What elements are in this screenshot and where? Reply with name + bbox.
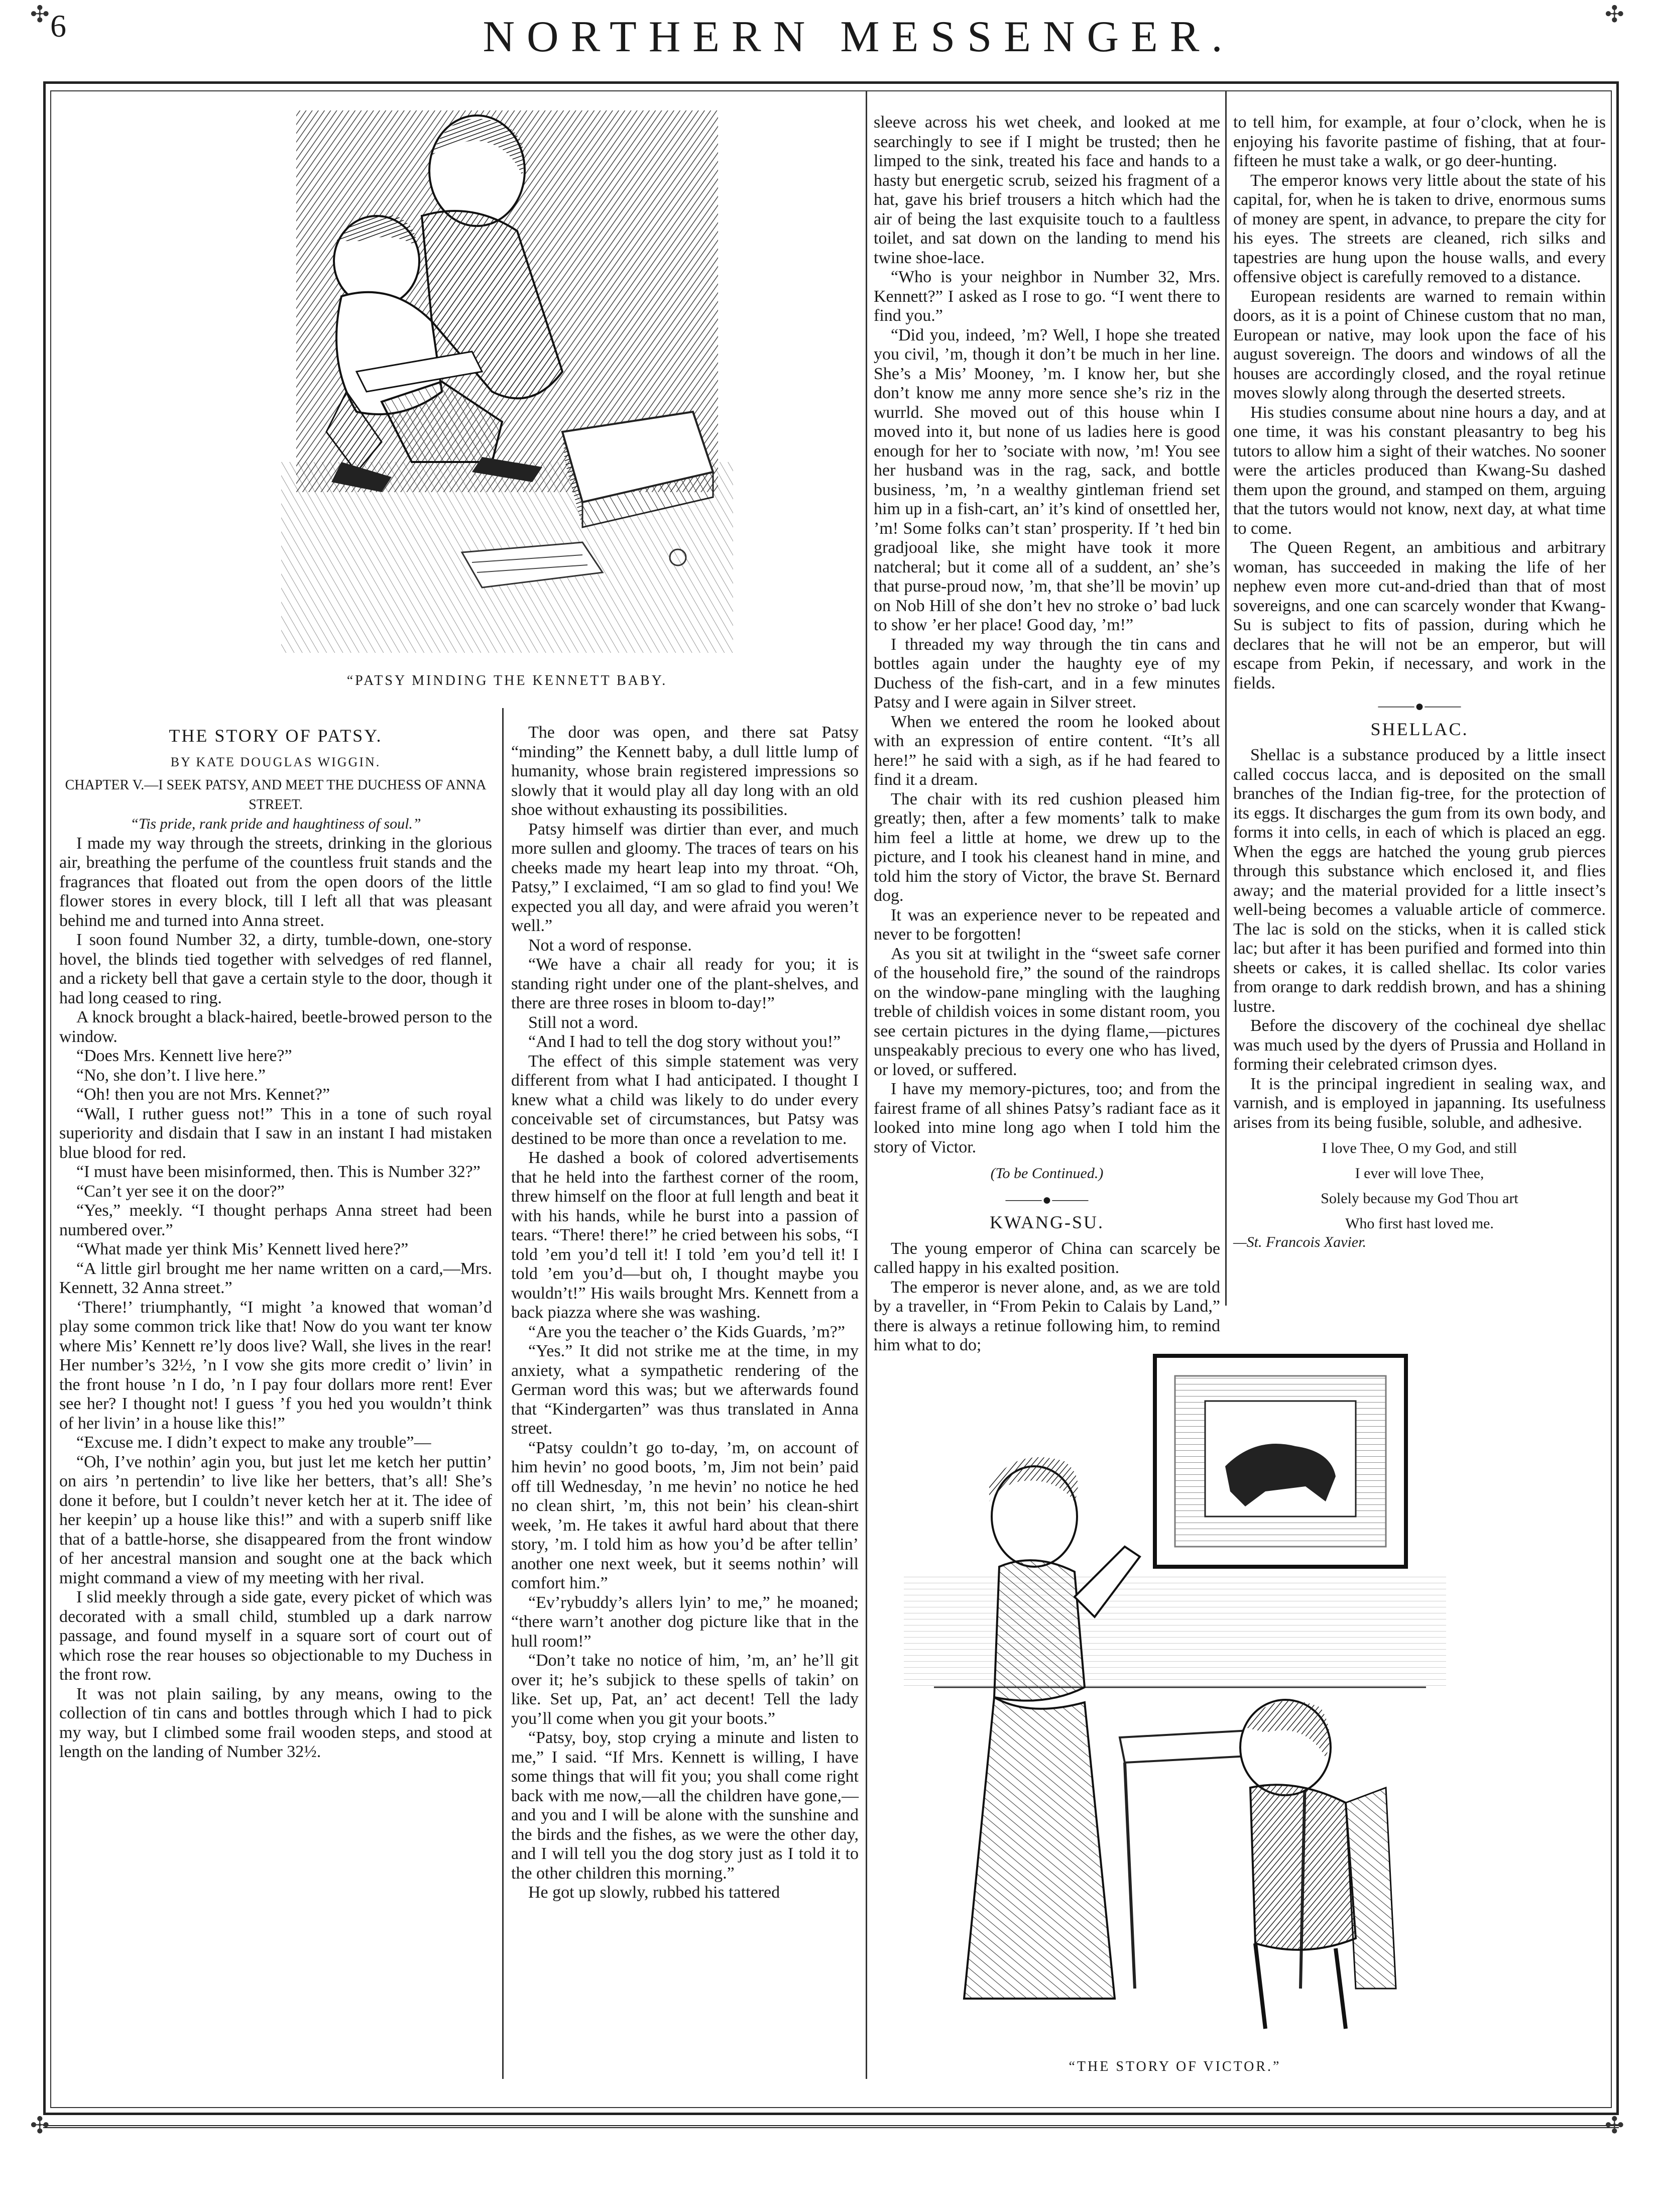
poem-line: Solely because my God Thou art [1321,1190,1518,1207]
paragraph: I slid meekly through a side gate, every picket of which was decorated with a small child, stumbled up a dark narrow passage, and found myself in a square sort of court out of which rose the rear houses so objectionable to my Duchess in the front row. [59,1588,492,1684]
paragraph: “Are you the teacher o’ the Kids Guards, ’m?” [528,1322,845,1341]
section-divider: ⸻●⸻ [1377,698,1462,715]
paragraph: “Patsy, boy, stop crying a minute and listen to me,” I said. “If Mrs. Kennett is willing, I have some things that will fit you; you shall come right back with me now,—all the children have gone,—and you and I will be alone with the sunshine and the birds and the fishes, as we were the other day, and I will tell you the dog story just as I told it to the other children this morning.” [511,1728,859,1883]
masthead: NORTHERN MESSENGER. [483,13,1235,61]
engraving-image [904,1336,1446,2049]
illustration-caption: “PATSY MINDING THE KENNETT BABY. [346,673,668,688]
poem-line: Who first hast loved me. [1345,1215,1494,1232]
paragraph: “Oh! then you are not Mrs. Kennet?” [76,1085,330,1104]
paragraph: “Excuse me. I didn’t expect to make any trouble”— [76,1433,431,1452]
column-rule [866,90,867,2079]
story-title: THE STORY OF PATSY. [169,726,383,746]
paragraph: The young emperor of China can scarcely be called happy in his exalted position. [874,1239,1220,1277]
article-body [1233,113,1606,693]
paragraph: The Queen Regent, an ambitious and arbitrary woman, has succeeded in making the life of her nephew even more cut-and-dried than that of most sovereigns, and one can scarcely wonder that Kwang-Su is subject to fits of passion, during which he declares that he will not be an emperor, but will escape from Pekin, if necessary, and work in the fields. [1233,538,1606,692]
paragraph: “Can’t yer see it on the door?” [76,1182,285,1201]
paragraph: It was not plain sailing, by any means, owing to the collection of tin cans and bottles through which I had to pick my way, but I climbed some frail wooden steps, and stood at length on the landing of Number 32½. [59,1684,492,1761]
article-body [1233,746,1606,1132]
poem-attribution: —St. Francois Xavier. [1233,1234,1366,1250]
paragraph: to tell him, for example, at four o’clock, when he is enjoying his favorite pastime of fishing, that at four-fifteen he must take a walk, or go deer-hunting. [1233,113,1606,170]
paragraph: “Yes,” meekly. “I thought perhaps Anna street had been numbered over.” [59,1201,492,1239]
paragraph: I made my way through the streets, drinking in the glorious air, breathing the perfume of the countless fruit stands and the fragrances that floated out from the open doors of the little flower stores in every block, till I left all that was pleasant behind me and turned into Anna street. [59,834,492,930]
paragraph: “We have a chair all ready for you; it is standing right under one of the plant-shelves, and there are three roses in bloom to-day!” [511,955,859,1012]
paragraph: “Yes.” It did not strike me at the time, in my anxiety, what a sympathetic rendering of the German word this was; but we afterwards found that “Kindergarten” was thus translated in Anna street. [511,1342,859,1438]
paragraph: The effect of this simple statement was very different from what I had anticipated. I thought I knew what a child was likely to do under every conceivable set of circumstances, but Patsy was destined to be more than once a revelation to me. [511,1052,859,1148]
paragraph: “And I had to tell the dog story without you!” [528,1032,841,1051]
paragraph: “Who is your neighbor in Number 32, Mrs. Kennett?” I asked as I rose to go. “I went there to find you.” [874,268,1220,325]
engraving-image [281,110,733,653]
paragraph: “What made yer think Mis’ Kennett lived here?” [76,1240,409,1258]
paragraph: “No, she don’t. I live here.” [76,1066,266,1085]
paragraph: It is the principal ingredient in sealing wax, and varnish, and is employed in japanning. Its usefulness arises from its being fusible, soluble, and adhesive. [1233,1074,1606,1132]
paragraph: He dashed a book of colored advertisements that he held into the farthest corner of the room, threw himself on the floor at full length and beat it with his hands, while he burst into a passion of tears. “There! there!” he cried between his sobs, “I told ’em you’d tell it! I told ’em you’d tell it! I told ’em you’d—but oh, I thought maybe you wouldn’t!” His wails brought Mrs. Kennett from a back piazza where she was washing. [511,1148,859,1322]
illustration-story-of-victor [904,1336,1446,2049]
paragraph: Before the discovery of the cochineal dye shellac was much used by the dyers of Prussia and Holland in forming their celebrated crimson dyes. [1233,1016,1606,1074]
story-column-1 [59,723,492,1762]
story-byline: BY KATE DOUGLAS WIGGIN. [170,754,381,769]
poem-line: I ever will love Thee, [1355,1165,1484,1182]
corner-ornament-icon: ✣ [1605,2,1624,27]
paragraph: Not a word of response. [528,936,692,955]
paragraph: The chair with its red cushion pleased him greatly; then, after a few moments’ talk to make him feel a little at home, we drew up to the picture, and I took his cleanest hand in mine, and told him the story of Victor, the brave St. Bernard dog. [874,789,1220,905]
article-column-4 [1233,113,1606,1252]
column-rule [502,708,504,2079]
story-body [59,834,492,1762]
illustration-patsy-minding-baby [281,110,733,653]
paragraph: The emperor is never alone, and, as we are told by a traveller, in “From Pekin to Calais by Land,” there is always a retinue following him, to remind him what to do; [874,1277,1220,1354]
article-title-shellac: SHELLAC. [1370,719,1469,739]
paragraph: The door was open, and there sat Patsy “minding” the Kennett baby, a dull little lump of humanity, whose brain registered impressions so slowly that it would play all day long with an old shoe without exhausting its possibilities. [511,723,859,819]
story-epigraph: “Tis pride, rank pride and haughtiness of soul.” [130,816,421,832]
paragraph: ‘There!’ triumphantly, “I might ’a knowed that woman’d play some common trick like that! Now do you want ter know where Mis’ Kennett re’ly doos live? Wall, she lives in the rear! Her number’s 32½, ’n I vow she gits more credit o’ livin’ in the front house ’n I do, ’n I pay four dollars more rent! Ever see her? I thought not! I guess ’f you hed you wouldn’t think of her livin’ in a house like this!” [59,1298,492,1433]
paragraph: “I must have been misinformed, then. This is Number 32?” [76,1162,481,1181]
paragraph: “Ev’rybuddy’s allers lyin’ to me,” he moaned; “there warn’t another dog picture like that in the hull room!” [511,1593,859,1651]
paragraph: He got up slowly, rubbed his tattered [528,1883,780,1902]
story-body [511,723,859,1903]
paragraph: “Wall, I ruther guess not!” This in a tone of such royal superiority and disdain that I saw in an instant I had mistaken blue blood for red. [59,1104,492,1162]
chapter-heading: CHAPTER V.—I SEEK PATSY, AND MEET THE DUCHESS OF ANNA STREET. [65,777,487,812]
page-number: 6 [50,8,66,44]
corner-ornament-icon: ✣ [30,2113,50,2138]
paragraph: “Oh, I’ve nothin’ agin you, but just let me ketch her puttin’ on airs ’n pertendin’ to live like her betters, that’s all! She’s done it before, but I couldn’t never ketch her at it. The idee of her keepin’ up a house like this!” and with a superb sniff like that of a battle-horse, she disappeared from the front window of her ancestral mansion and sought one at the back which might command a view of my meeting with her rival. [59,1452,492,1587]
corner-ornament-icon: ✣ [30,2,50,27]
article-title-kwang-su: KWANG-SU. [990,1212,1104,1232]
to-be-continued: (To be Continued.) [990,1165,1104,1182]
paragraph: Shellac is a substance produced by a little insect called coccus lacca, and is deposited on the small branches of the Indian fig-tree, for the protection of its eggs. It discharges the gum from its own body, and forms it into cells, in each of which is placed an egg. When the eggs are hatched the young grub pierces through this substance which enclosed it, and flies away; and the material provided for a little insect’s well-being becomes a valuable article of commerce. The lac is sold on the sticks, when it is called stick lac; but after it has been purified and formed into thin sheets or cakes, it is called shellac. Its color varies from orange to dark reddish brown, and has a shining lustre. [1233,746,1606,1016]
paragraph: European residents are warned to remain within doors, as it is a point of Chinese custom that no man, European or native, may look upon the face of his august sovereign. The doors and windows of all the houses are accordingly closed, and the royal retinue moves slowly along through the deserted streets. [1233,287,1606,402]
paragraph: “Does Mrs. Kennett live here?” [76,1046,292,1065]
paragraph: “Did you, indeed, ’m? Well, I hope she treated you civil, ’m, though it don’t be much in her line. She’s a Mis’ Mooney, ’m. I know her, but she don’t know me anny more sence she’s riz in the wurrld. She moved out of this house whin I moved into it, but none of us ladies here is good enough for her to ’sociate with now, ’m! You see her husband was in the rag, sack, and bottle business, ’m, ’n a wealthy gintleman friend set him up in a fish-cart, an’ it’s kind of onsettled her, ’m! Some folks can’t stan’ prosperity. If ’t hed bin gradjooal like, she might have took it more natcheral; but it come all of a suddent, an’ she’s that purse-proud now, ’m, that she’ll be movin’ up on Nob Hill of she don’t hev no stroke o’ bad luck to show ’er her place! Good day, ’m!” [874,325,1220,634]
footer-rule [43,2125,1619,2128]
section-divider: ⸻●⸻ [1005,1191,1089,1208]
corner-ornament-icon: ✣ [1605,2113,1624,2138]
paragraph: “Patsy couldn’t go to-day, ’m, on account of him hevin’ no good boots, ’m, Jim not bein’ paid off till Wednesday, ’n me hevin’ no notice he hed no clean shirt, ’m, this not bein’ his clean-shirt week, ’m. He takes it awful hard about that there story, ’m. I told him as how you’d be after tellin’ another one next week, but it seems nothin’ will comfort him.” [511,1438,859,1592]
paragraph: I soon found Number 32, a dirty, tumble-down, one-story hovel, the blinds tied together with selvedges of red flannel, and a rickety bell that gave a certain style to the door, though it had long ceased to ring. [59,930,492,1007]
column-rule [1225,90,1227,1306]
paragraph: sleeve across his wet cheek, and looked at me searchingly to see if I might be trusted; then he limped to the sink, treated his face and hands to a hasty but energetic scrub, seized his fragment of a hat, gave his brief trousers a hitch which had the air of being the last exquisite touch to a faultless toilet, and sat down on the landing to mend his twine shoe-lace. [874,113,1220,267]
paragraph: I have my memory-pictures, too; and from the fairest frame of all shines Patsy’s radiant face as it looked into mine long ago when I told him the story of Victor. [874,1080,1220,1156]
paragraph: Still not a word. [528,1013,639,1032]
paragraph: When we entered the room he looked about with an expression of entire content. “It’s all here!” he said with a sigh, as if he had feared to find it a dream. [874,712,1220,789]
paragraph: A knock brought a black-haired, beetle-browed person to the window. [59,1008,492,1046]
paragraph: I threaded my way through the tin cans and bottles again under the haughty eye of my Duchess of the fish-cart, and in a few minutes Patsy and I were again in Silver street. [874,635,1220,712]
paragraph: It was an experience never to be repeated and never to be forgotten! [874,905,1220,944]
paragraph: The emperor knows very little about the state of his capital, for, when he is taken to drive, enormous sums of money are spent, in advance, to prepare the city for his eyes. The streets are cleaned, rich silks and tapestries are hung upon the house walls, and every offensive object is carefully removed to a distance. [1233,171,1606,286]
story-column-3 [874,113,1220,1355]
poem [1233,1139,1606,1252]
poem-line: I love Thee, O my God, and still [1322,1140,1517,1156]
paragraph: As you sit at twilight in the “sweet safe corner of the household fire,” the sound of the raindrops on the window-pane mingling with the laughing treble of childish voices in some distant room, you see certain pictures in the dying flame,—pictures unspeakably precious to every one who has lived, or loved, or suffered. [874,944,1220,1079]
illustration-caption: “THE STORY OF VICTOR.” [1069,2059,1281,2074]
paragraph: Patsy himself was dirtier than ever, and much more sullen and gloomy. The traces of tears on his cheeks made my heart leap into my throat. “Oh, Patsy,” I exclaimed, “I am so glad to find you! We expected you all day, and were afraid you weren’t well.” [511,820,859,935]
story-column-2 [511,723,859,1903]
paragraph: “Don’t take no notice of him, ’m, an’ he’ll git over it; he’s subjick to these spells of takin’ on like. Set up, Pat, an’ act decent! Tell the lady you’ll come when you git your boots.” [511,1651,859,1728]
story-body [874,113,1220,1157]
paragraph: “A little girl brought me her name written on a card,—Mrs. Kennett, 32 Anna street.” [59,1259,492,1297]
paragraph: His studies consume about nine hours a day, and at one time, it was his constant pleasantry to beg his tutors to allow him a sight of their watches. No sooner were the articles produced than Kwang-Su dashed them upon the ground, and stamped on them, arguing that the tutors would not know, next day, at what time to come. [1233,403,1606,538]
